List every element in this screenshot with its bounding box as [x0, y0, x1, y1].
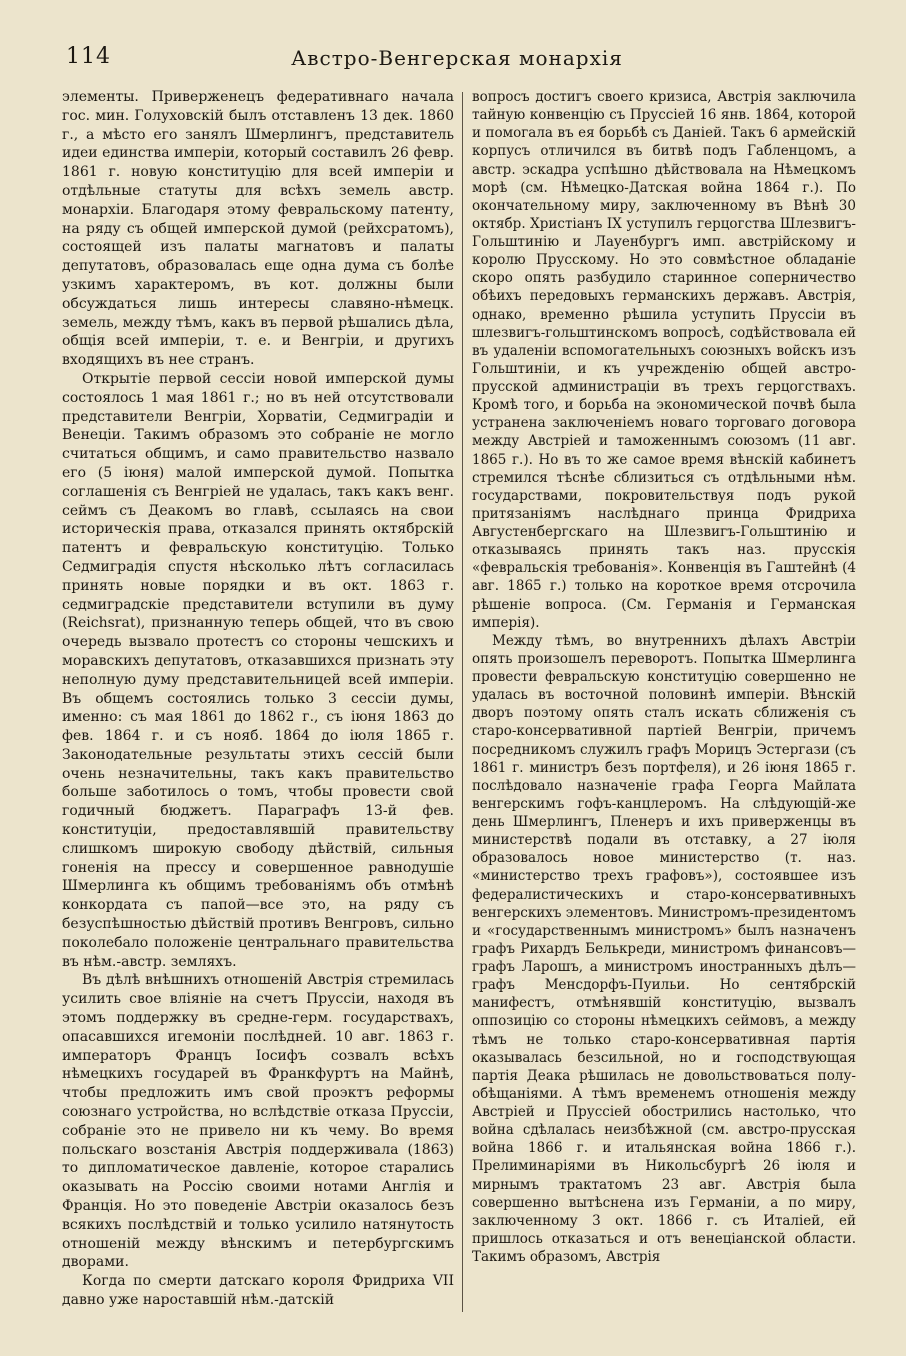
- column-divider: [462, 92, 463, 1312]
- paragraph: Открытіе первой сессіи новой имперской думы состоялось 1 мая 1861 г.; но въ ней отсутствовали представители Венгріи, Хорватіи, Седмиградіи и Венеціи. Такимъ образомъ это собраніе не могло считаться общимъ, и само правительство назвало его (5 іюня) малой имперской думой. Попытка соглашенія съ Венгріей не удалась, такъ какъ венг. сеймъ съ Деакомъ во главѣ, ссылаясь на свои историческія права, отказался принять октябрскій патентъ и февральскую конституцію. Только Седмиградія спустя нѣсколько лѣтъ согласилась принять новые порядки и въ окт. 1863 г. седмиградскіе представители вступили въ думу (Reichsrat), признанную теперь общей, что въ свою очередь вызвало протестъ со стороны чешскихъ и моравскихъ депутатовъ, отказавшихся признать эту неполную думу представительницей всей имперіи. Въ общемъ состоялись только 3 сессіи думы, именно: съ мая 1861 до 1862 г., съ іюня 1863 до фев. 1864 г. и съ нояб. 1864 до іюля 1865 г. Законодательные результаты этихъ сессій были очень незначительны, такъ какъ правительство больше заботилось о томъ, чтобы провести свой годичный бюджетъ. Параграфъ 13-й фев. конституціи, предоставлявшій правительству слишкомъ широкую свободу дѣйствій, сильныя гоненія на прессу и совершенное равнодушіе Шмерлинга къ общимъ требованіямъ объ отмѣнѣ конкордата съ папой—все это, на ряду съ безуспѣшностью дѣйствій противъ Венгровъ, сильно поколебало положеніе центральнаго правительства въ нѣм.-австр. земляхъ.: [62, 370, 454, 970]
- page-number: 114: [66, 44, 111, 69]
- paragraph: Въ дѣлѣ внѣшнихъ отношеній Австрія стремилась усилить свое вліяніе на счетъ Пруссіи, находя въ этомъ поддержку въ средне-герм. государствахъ, опасавшихся игемоніи послѣдней. 10 авг. 1863 г. императоръ Францъ Іосифъ созвалъ всѣхъ нѣмецкихъ государей въ Франкфуртъ на Майнѣ, чтобы предложить имъ свой проэктъ реформы союзнаго устройства, но вслѣдствіе отказа Пруссіи, собраніе это не привело ни къ чему. Во время польскаго возстанія Австрія поддерживала (1863) то дипломатическое давленіе, которое старались оказывать на Россію своими нотами Англія и Франція. Но это поведеніе Австріи оказалось безъ всякихъ послѣдствій и только усилило натянутость отношеній между вѣнскимъ и петербургскимъ дворами.: [62, 972, 454, 1271]
- page-header: [62, 44, 852, 74]
- left-column: [62, 88, 454, 1310]
- paragraph: Между тѣмъ, во внутреннихъ дѣлахъ Австріи опять произошелъ переворотъ. Попытка Шмерлинга провести февральскую конституцію совершенно не удалась въ восточной половинѣ имперіи. Вѣнскій дворъ поэтому опять сталъ искать сближенія съ старо-консервативной партіей Венгріи, причемъ посредникомъ служилъ графъ Морицъ Эстергази (съ 1861 г. министръ безъ портфеля), и 26 іюня 1865 г. послѣдовало назначеніе графа Георга Майлата венгерскимъ гофъ-канцлеромъ. На слѣдующій-же день Шмерлингъ, Пленеръ и ихъ приверженцы въ министерствѣ подали въ отставку, а 27 іюля образовалось новое министерство (т. наз. «министерство трехъ графовъ»), состоявшее изъ федералистическихъ и старо-консервативныхъ венгерскихъ элементовъ. Министромъ-президентомъ и «государственнымъ министромъ» былъ назначенъ графъ Рихардъ Белькреди, министромъ финансовъ—графъ Ларошъ, а министромъ иностранныхъ дѣлъ—графъ Менсдорфъ-Пуильи. Но сентябрскій манифестъ, отмѣнявшій конституцію, вызвалъ оппозицію со стороны нѣмецкихъ сеймовъ, а между тѣмъ не только старо-консервативная партія оказывалась безсильной, но и господствующая партія Деака рѣшилась не довольствоваться полу-обѣщаніями. А тѣмъ временемъ отношенія между Австріей и Пруссіей обострились настолько, что война сдѣлалась неизбѣжной (см. австро-прусская война 1866 г. и итальянская война 1866 г.). Прелиминаріями въ Никольсбургѣ 26 іюля и мирнымъ трактатомъ 23 авг. Австрія была совершенно вытѣснена изъ Германіи, а по миру, заключенному 3 окт. 1866 г. съ Италіей, ей пришлось отказаться и отъ венеціанской области. Такимъ образомъ, Австрія: [472, 632, 857, 1265]
- paragraph: Когда по смерти датскаго короля Фридриха VII давно уже наростaвшій нѣм.-датскій: [62, 1273, 454, 1308]
- right-column: [472, 88, 856, 1266]
- paragraph: элементы. Приверженецъ федеративнаго начала гос. мин. Голуховскій былъ отставленъ 13 дек. 1860 г., а мѣсто его занялъ Шмерлингъ, представитель идеи единства имперіи, который составилъ 26 февр. 1861 г. новую конституцію для всей имперіи и отдѣльные статуты для всѣхъ земель австр. монархіи. Благодаря этому февральскому патенту, на ряду съ общей имперской думой (рейхсратомъ), состоящей изъ палаты магнатовъ и палаты депутатовъ, образовалась еще одна дума съ болѣе узкимъ характеромъ, въ кот. должны были обсуждаться лишь интересы славяно-нѣмецк. земель, между тѣмъ, какъ въ первой рѣшались дѣла, общія всей имперіи, т. е. и Венгріи, и другихъ входящихъ въ нее странъ.: [62, 89, 454, 369]
- running-head: Австро-Венгерская монархія: [291, 46, 623, 70]
- paragraph: вопросъ достигъ своего кризиса, Австрія заключила тайную конвенцію съ Пруссіей 16 янв. 1864, которой и помогала въ ея борьбѣ съ Даніей. Такъ 6 армейскій корпусъ отличился въ битвѣ подъ Габленцомъ, а австр. эскадра успѣшно дѣйствовала на Нѣмецкомъ морѣ (см. Нѣмецко-Датская война 1864 г.). По окончательному миру, заключенному въ Вѣнѣ 30 октябр. Христіанъ IX уступилъ герцогства Шлезвигъ-Гольштинію и Лауенбургъ имп. австрійскому и королю Прусскому. Но это совмѣстное обладаніе скоро опять разбудило старинное соперничество обѣихъ передовыхъ германскихъ державъ. Австрія, однако, временно рѣшила уступить Пруссіи въ шлезвигъ-гольштинскомъ вопросѣ, содѣйствовала ей въ удаленіи вспомогательныхъ союзныхъ войскъ изъ Гольштиніи, и къ учрежденію общей австро-прусской администраціи въ трехъ герцогствахъ. Кромѣ того, и борьба на экономической почвѣ была устранена заключеніемъ новаго торговаго договора между Австріей и таможеннымъ союзомъ (11 авг. 1865 г.). Но въ то же самое время вѣнскій кабинетъ стремился тѣснѣе сблизиться съ отдѣльными нѣм. государствами, покровительствуя подъ рукой притязаніямъ наслѣднаго принца Фридриха Августенбергскаго на Шлезвигъ-Гольштинію и отказываясь принять такъ наз. прусскія «февральскія требованія». Конвенція въ Гаштейнѣ (4 авг. 1865 г.) только на короткое время отсрочила рѣшеніе вопроса. (См. Германія и Германская имперія).: [472, 89, 856, 631]
